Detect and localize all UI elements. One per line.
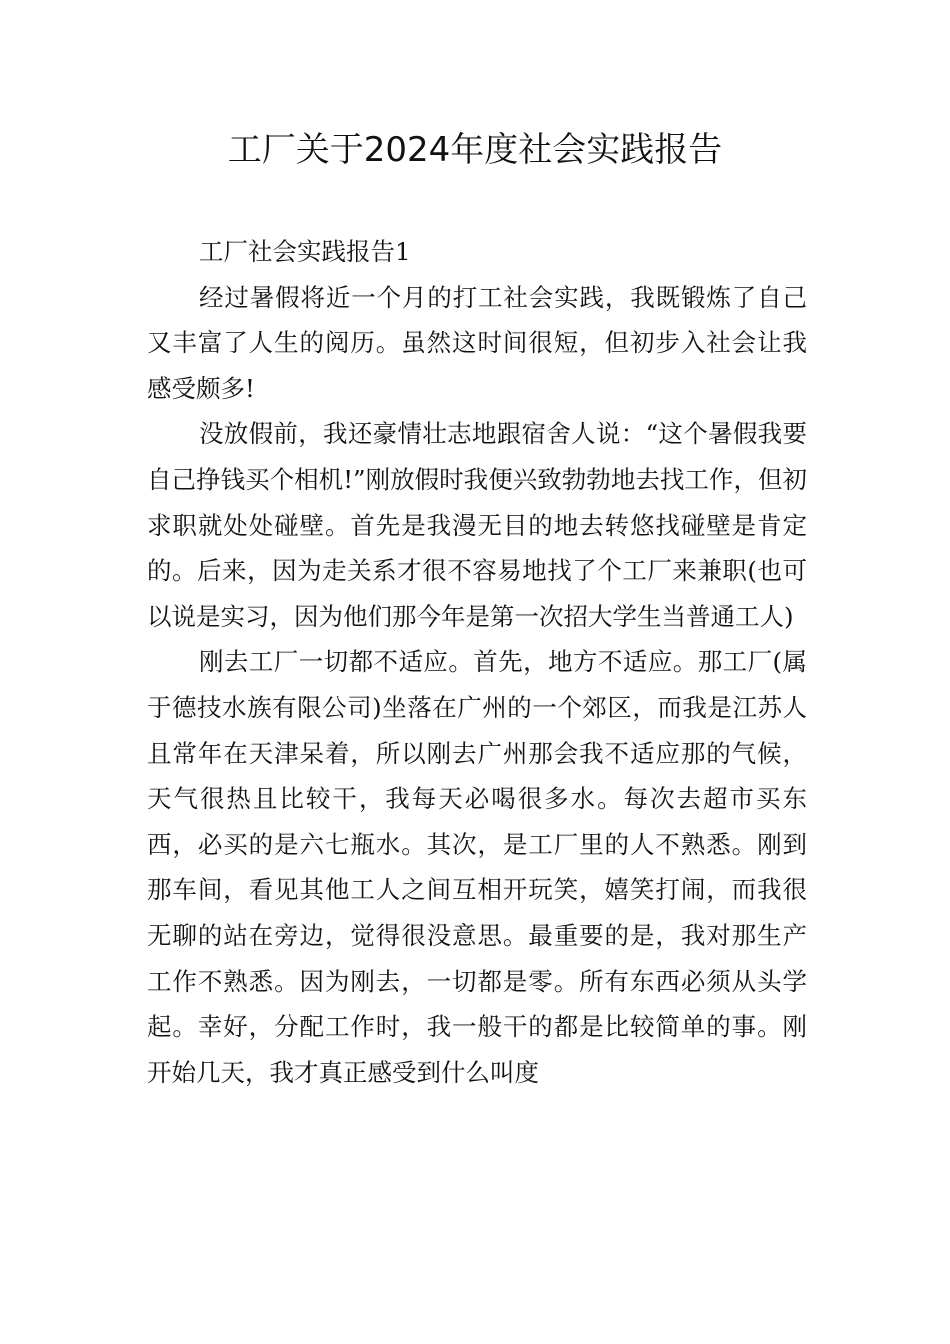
document-title: 工厂关于2024年度社会实践报告	[227, 130, 723, 170]
paragraph: 刚去工厂一切都不适应。首先，地方不适应。那工厂(属于德技水族有限公司)坐落在广州的一个郊区，而我是江苏人且常年在天津呆着，所以刚去广州那会我不适应那的气候，天气很热且比较干，我每天必喝很多水。每次去超市买东西，必买的是六七瓶水。其次，是工厂里的人不熟悉。刚到那车间，看见其他工人之间互相开玩笑，嬉笑打闹，而我很无聊的站在旁边，觉得很没意思。最重要的是，我对那生产工作不熟悉。因为刚去，一切都是零。所有东西必须从头学起。幸好，分配工作时，我一般干的都是比较简单的事。刚开始几天，我才真正感受到什么叫度	[147, 647, 807, 1087]
paragraph: 没放假前，我还豪情壮志地跟宿舍人说：“这个暑假我要自己挣钱买个相机!”刚放假时我便兴致勃勃地去找工作，但初求职就处处碰壁。首先是我漫无目的地去转悠找碰壁是肯定的。后来，因为走关系才很不容易地找了个工厂来兼职(也可以说是实习，因为他们那今年是第一次招大学生当普通工人)	[147, 419, 807, 631]
section-heading: 工厂社会实践报告1	[199, 237, 411, 266]
paragraph: 经过暑假将近一个月的打工社会实践，我既锻炼了自己又丰富了人生的阅历。虽然这时间很短，但初步入社会让我感受颇多!	[147, 282, 807, 403]
document-body	[147, 229, 807, 1095]
